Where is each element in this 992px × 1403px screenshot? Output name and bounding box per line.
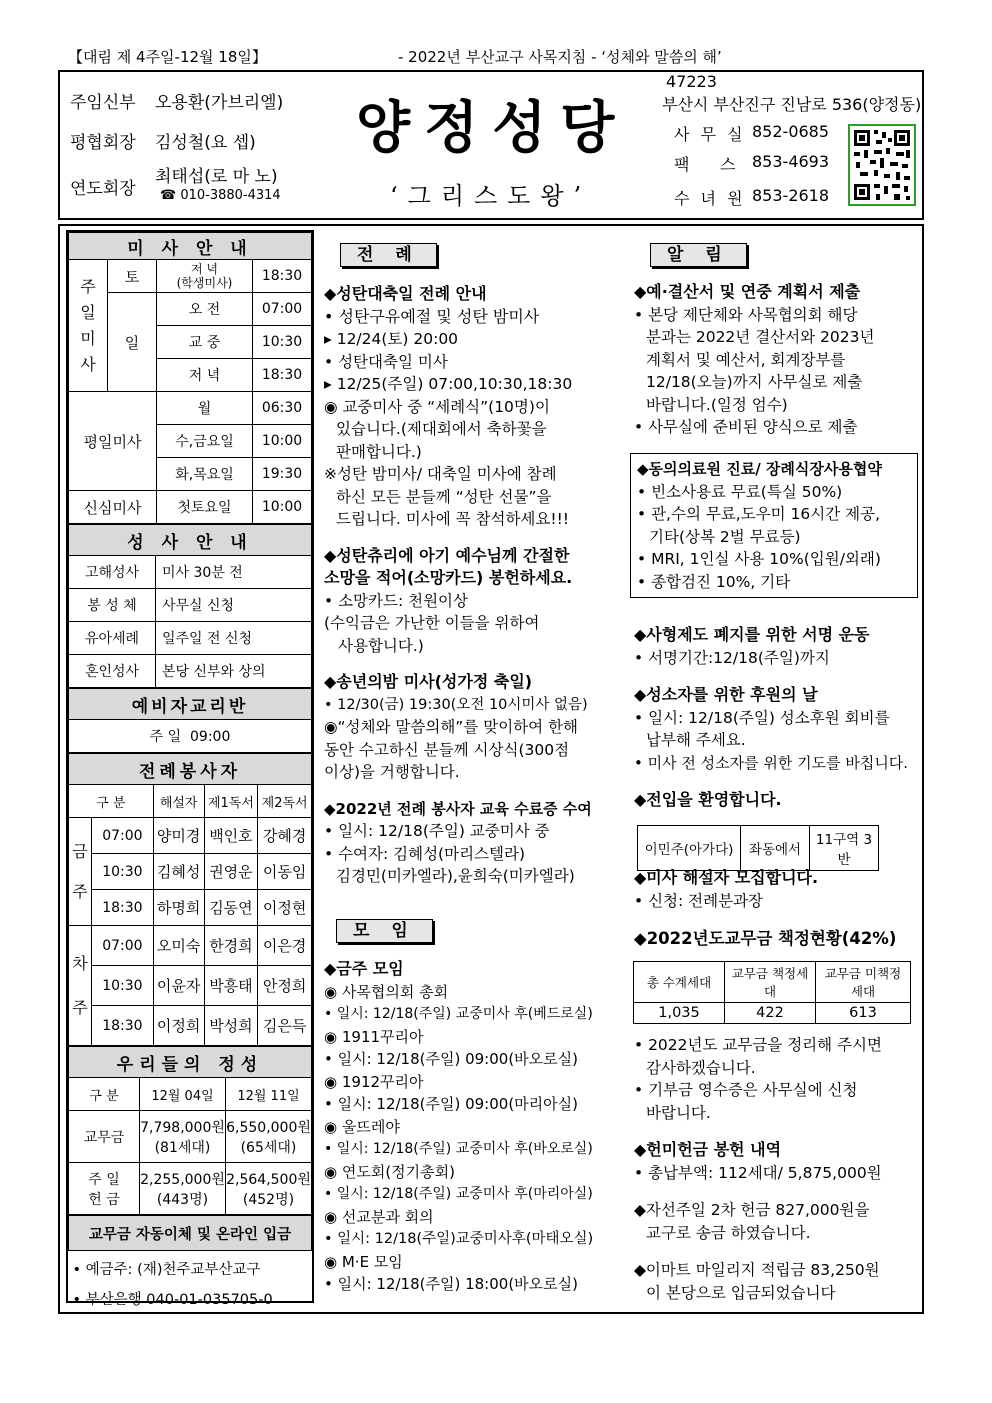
schedule-panel [66, 230, 314, 1308]
page-title: 양정성당 [356, 95, 629, 161]
address: 부산시 부산진구 진남로 536(양정동) [662, 95, 922, 114]
sacrament-info: 본당 신부와 상의 [156, 655, 312, 688]
charity-notice: ◆자선주일 2차 헌금 827,000원을 교구로 송금 하였습니다. [634, 1201, 870, 1242]
this-week-label: 금주 [69, 818, 92, 926]
server-commentator: 이정희 [153, 1006, 204, 1046]
server-reader1: 박흥태 [204, 966, 258, 1006]
tithe-value: 6,550,000원 (65세대) [226, 1111, 312, 1163]
offerings-col-head: 12월 04일 [140, 1078, 226, 1111]
bank-account: • 부산은행 040-01-035705-0 [72, 1292, 273, 1308]
council-name: 김성철(요 셉) [155, 133, 256, 153]
server-reader1: 권영운 [204, 854, 258, 890]
liturgy-tag: 전 례 [340, 243, 437, 267]
tithe-status-title: ◆2022년도교무금 책정현황(42%) [634, 929, 897, 948]
server-commentator: 오미숙 [153, 926, 204, 966]
fax-label: 팩 스 [674, 155, 736, 174]
pastor-name: 오용환(가브리엘) [155, 93, 284, 113]
offerings-col-head: 12월 11일 [226, 1078, 312, 1111]
zip-code: 47223 [666, 72, 717, 91]
sunday-offering-value: 2,255,000원 (443명) [140, 1163, 226, 1215]
mass-table [68, 232, 312, 524]
sunday-mass-name: 저 녁 [157, 359, 253, 392]
servers-col-head: 해설자 [153, 785, 204, 818]
server-time: 10:30 [92, 854, 154, 890]
tithe-status-head: 교무금 책정세대 [725, 962, 816, 1003]
server-time: 10:30 [92, 966, 154, 1006]
sunday-mass-time: 10:30 [253, 326, 312, 359]
convent-label: 수 녀 원 [674, 189, 746, 208]
welcome-from: 좌동에서 [741, 826, 810, 871]
devotion-mass-name: 첫토요일 [157, 491, 253, 524]
diocese-motto: - 2022년 부산교구 사목지침 - ‘성체와 말씀의 해’ [398, 48, 722, 66]
budget-notice: ◆예·결산서 및 연중 계획서 제출 • 본당 제단체와 사목협의회 해당 분과는 2022년 결산서와 2023년 계획서 및 예산서, 회계장부를 12/18(오늘)까지 사무실로 제출 바랍니다.(일정 엄수) • 사무실에 준비된 양식으로 제출 [634, 282, 875, 436]
devotion-mass-time: 10:00 [253, 491, 312, 524]
tithe-status-value: 613 [816, 1003, 911, 1024]
youth-phone: ☎ 010-3880-4314 [160, 188, 281, 203]
sacrament-header: 성 사 안 내 [69, 525, 312, 556]
servers-col-head: 제1독서 [204, 785, 258, 818]
offerings-header: 우리들의 정성 [69, 1047, 312, 1078]
server-time: 18:30 [92, 890, 154, 926]
saturday-mass-name: 저 녁 (학생미사) [157, 260, 253, 293]
transfer-header: 교무금 자동이체 및 온라인 입금 [69, 1216, 312, 1251]
account-holder: • 예금주: (재)천주교부산교구 [72, 1262, 261, 1278]
tithe-status-head: 총 수계세대 [634, 962, 725, 1003]
weekday-mass-time: 06:30 [253, 392, 312, 425]
donation-notice: ◆헌미헌금 봉헌 내역 • 총납부액: 112세대/ 5,875,000원 [634, 1140, 882, 1182]
server-reader1: 김동연 [204, 890, 258, 926]
mass-header: 미 사 안 내 [69, 233, 312, 260]
hospital-notice: ◆동의의료원 진료/ 장례식장사용협약 • 빈소사용료 무료(특실 50%) • 관,수의 무료,도우미 16시간 제공, 기타(상복 2벌 무료등) • MRI, 1인실 사용 10%(입원/외래) • 종합검진 10%, 기타 [630, 453, 918, 598]
saturday-label: 토 [108, 260, 157, 293]
youth-label: 연도회장 [70, 179, 136, 199]
transfer-table [68, 1215, 312, 1319]
server-commentator: 하명희 [153, 890, 204, 926]
server-reader2: 이은경 [258, 926, 312, 966]
catechism-table [68, 688, 312, 753]
tithe-status-value: 1,035 [634, 1003, 725, 1024]
servers-table [68, 753, 312, 1046]
servers-col-head: 제2독서 [258, 785, 312, 818]
youth-name: 최태섭(로 마 노) [155, 167, 278, 187]
sunday-mass-label: 주일미사 [69, 260, 108, 392]
catechism-header: 예비자교리반 [69, 689, 312, 720]
server-commentator: 김혜성 [153, 854, 204, 890]
welcome-district: 11구역 3반 [810, 826, 879, 871]
seminary-notice: ◆성소자를 위한 후원의 날 • 일시: 12/18(주일) 성소후원 회비를 납부해 주세요. • 미사 전 성소자를 위한 기도를 바칩니다. [634, 685, 909, 772]
server-commentator: 이윤자 [153, 966, 204, 1006]
server-time: 07:00 [92, 926, 154, 966]
emart-notice: ◆이마트 마일리지 적립금 83,250원 이 본당으로 입금되었습니다 [634, 1261, 880, 1302]
office-phone: 852-0685 [752, 122, 830, 141]
servers-header: 전례봉사자 [69, 754, 312, 785]
weekday-mass-time: 19:30 [253, 458, 312, 491]
tithe-status-table [633, 961, 911, 1024]
pastor-label: 주임신부 [70, 93, 136, 113]
server-reader1: 백인호 [204, 818, 258, 854]
server-time: 07:00 [92, 818, 154, 854]
sunday-mass-name: 오 전 [157, 293, 253, 326]
server-reader1: 한경희 [204, 926, 258, 966]
sunday-offering-value: 2,564,500원 (452명) [226, 1163, 312, 1215]
server-reader2: 이정현 [258, 890, 312, 926]
welcome-name: 이민주(아가다) [638, 826, 741, 871]
commentator-notice: ◆미사 해설자 모집합니다. • 신청: 전례분과장 [634, 868, 819, 910]
tithe-status-value: 422 [725, 1003, 816, 1024]
servers-col-head: 구 분 [69, 785, 154, 818]
council-label: 평협회장 [70, 133, 136, 153]
sunday-offering-label: 주 일 헌 금 [69, 1163, 140, 1215]
devotion-mass-label: 신심미사 [69, 491, 157, 524]
sunday-mass-time: 07:00 [253, 293, 312, 326]
tithe-value: 7,798,000원 (81세대) [140, 1111, 226, 1163]
server-reader2: 김은득 [258, 1006, 312, 1046]
fax-number: 853-4693 [752, 152, 830, 171]
weekday-mass-time: 10:00 [253, 425, 312, 458]
meetings-tag: 모 임 [336, 919, 433, 943]
offerings-table [68, 1046, 312, 1215]
sacrament-name: 유아세례 [69, 622, 156, 655]
sacrament-info: 사무실 신청 [156, 589, 312, 622]
sunday-label: 일 [108, 293, 157, 392]
sacrament-name: 고해성사 [69, 556, 156, 589]
sunday-mass-name: 교 중 [157, 326, 253, 359]
server-time: 18:30 [92, 1006, 154, 1046]
next-week-label: 차주 [69, 926, 92, 1046]
petition-notice: ◆사형제도 폐지를 위한 서명 운동 • 서명기간:12/18(주일)까지 [634, 625, 870, 667]
saturday-mass-time: 18:30 [253, 260, 312, 293]
tithe-label: 교무금 [69, 1111, 140, 1163]
server-reader1: 박성희 [204, 1006, 258, 1046]
tithe-status-head: 교무금 미책정세대 [816, 962, 911, 1003]
sacrament-info: 미사 30분 전 [156, 556, 312, 589]
server-reader2: 이동임 [258, 854, 312, 890]
office-label: 사 무 실 [674, 125, 746, 144]
convent-phone: 853-2618 [752, 186, 830, 205]
server-commentator: 양미경 [153, 818, 204, 854]
liturgy-section: ◆성탄대축일 전례 안내 • 성탄구유예절 및 성탄 밤미사 ▸ 12/24(토) 20:00 • 성탄대축일 미사 ▸ 12/25(주일) 07:00,10:30,18:30 ◉ 교중미사 중 “세례식”(10명)이 있습니다.(제대회에서 축하꽃을 판매합니다.) ※성탄 밤미사/ 대축일 미사에 참례 하신 모든 분들께 “성탄 선물”을 드립니다. 미사에 꼭 참석하세요!!! ◆성탄츄리에 아기 예수님께 간절한 소망을 적어(소망카드) 봉헌하세요. • 소망카드: 천원이상 (수익금은 가난한 이들을 위하여 사용합니다.) ◆송년의밤 미사(성가정 축일) • 12/30(금) 19:30(오전 10시미사 없음) ◉“성체와 말씀의해”를 맞이하여 한해 동안 수고하신 분들께 시상식(300점 이상)을 거행합니다. ◆2022년 전례 봉사자 교육 수료증 수여 • 일시: 12/18(주일) 교중미사 중 • 수여자: 김혜성(마리스텔라) 김경민(미카엘라),윤희숙(미카엘라) [324, 284, 592, 885]
sacrament-table [68, 524, 312, 688]
sacrament-info: 일주일 전 신청 [156, 622, 312, 655]
catechism-time: 주 일 09:00 [69, 720, 312, 753]
weekday-mass-name: 화,목요일 [157, 458, 253, 491]
offerings-col-head: 구 분 [69, 1078, 140, 1111]
qr-code-icon[interactable] [848, 124, 916, 206]
server-reader2: 안정희 [258, 966, 312, 1006]
weekday-mass-name: 수,금요일 [157, 425, 253, 458]
weekday-mass-name: 월 [157, 392, 253, 425]
issue-date: 【대림 제 4주일-12월 18일】 [68, 48, 267, 66]
sacrament-name: 혼인성사 [69, 655, 156, 688]
welcome-title: ◆전입을 환영합니다. [634, 790, 782, 809]
parish-subtitle: ‘그리스도왕’ [390, 182, 592, 210]
tithe-notes: • 2022년도 교무금을 정리해 주시면 감사하겠습니다. • 기부금 영수증은 사무실에 신청 바랍니다. [634, 1036, 882, 1122]
welcome-table [637, 825, 879, 871]
sacrament-name: 봉 성 체 [69, 589, 156, 622]
notices-tag: 알 림 [650, 243, 747, 267]
server-reader2: 강혜경 [258, 818, 312, 854]
meetings-section: ◆금주 모임 ◉ 사목협의회 총회 • 일시: 12/18(주일) 교중미사 후(베드로실) ◉ 1911꾸리아 • 일시: 12/18(주일) 09:00(바오로실) ◉ 1912꾸리아 • 일시: 12/18(주일) 09:00(마리아실) ◉ 울뜨레야 • 일시: 12/18(주일) 교중미사 후(바오로실) ◉ 연도회(정기총회) • 일시: 12/18(주일) 교중미사 후(마리아실) ◉ 선교분과 회의 • 일시: 12/18(주일)교중미사후(마태오실) ◉ M·E 모임 • 일시: 12/18(주일) 18:00(바오로실) [324, 959, 594, 1293]
sunday-mass-time: 18:30 [253, 359, 312, 392]
weekday-mass-label: 평일미사 [69, 392, 157, 491]
